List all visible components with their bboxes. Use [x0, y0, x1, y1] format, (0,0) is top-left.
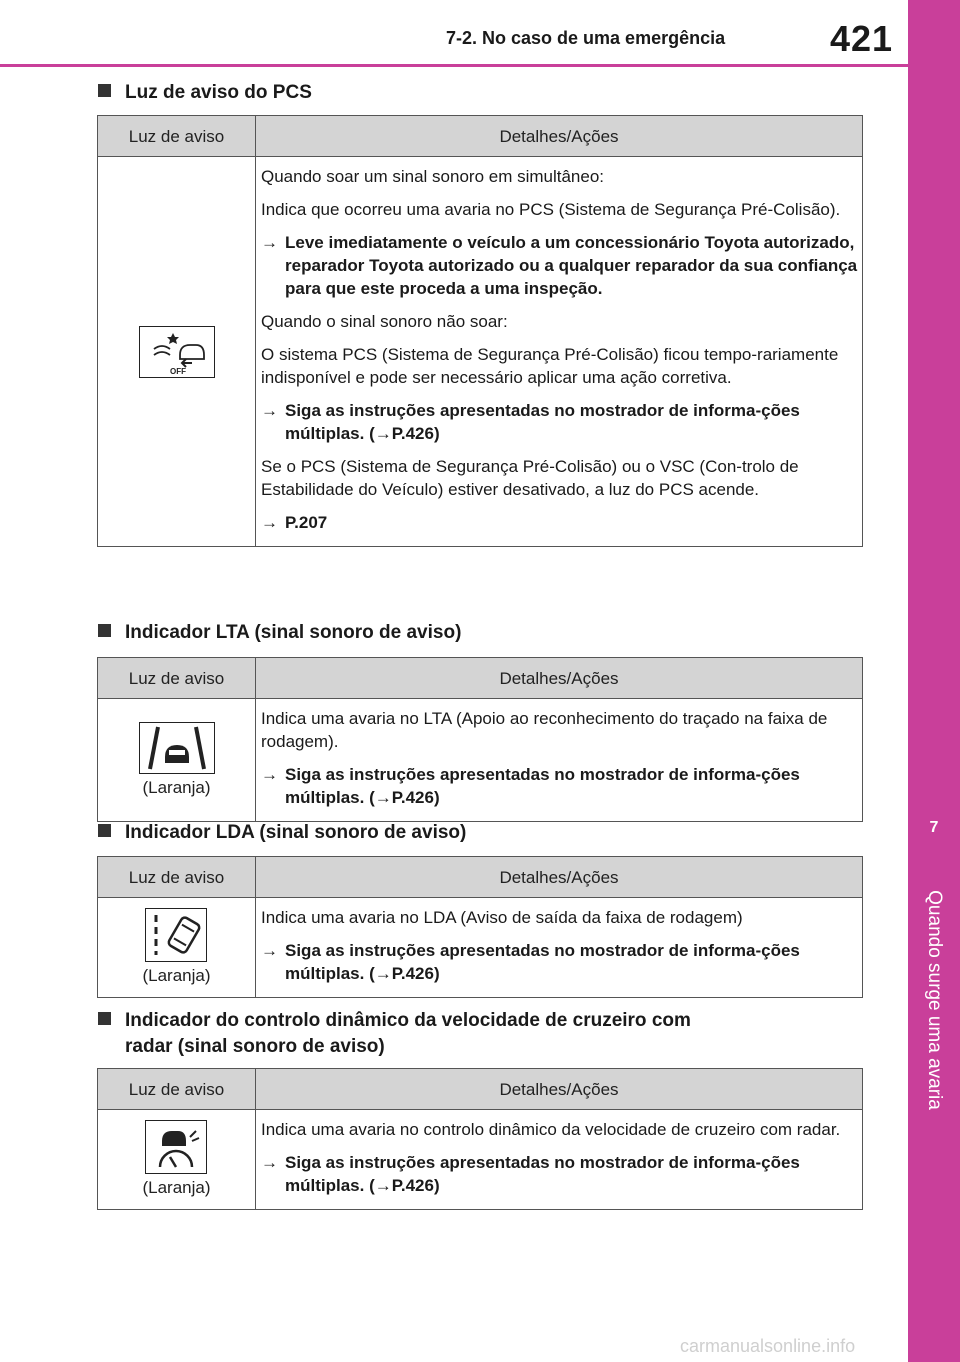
bullet-square-icon	[98, 1012, 111, 1025]
column-header-warning-light: Luz de aviso	[98, 1069, 256, 1110]
svg-text:OFF: OFF	[169, 366, 186, 376]
radar-cruise-icon	[145, 1120, 207, 1174]
arrow-icon: →	[261, 401, 278, 420]
pcs-warning-table	[97, 115, 863, 547]
lane-departure-icon	[145, 908, 207, 962]
warning-light-cell	[98, 699, 256, 822]
detail-text: Quando soar um sinal sonoro em simultâneo:	[261, 167, 605, 186]
detail-text: Indica uma avaria no LTA (Apoio ao reconhecimento do traçado na faixa de rodagem).	[261, 709, 828, 751]
lane-tracing-icon	[139, 722, 215, 774]
action-item: → Siga as instruções apresentadas no mostrador de informa-ções múltiplas. (→P.426)	[261, 765, 800, 807]
page-number: 421	[830, 18, 894, 59]
lta-details-cell	[256, 699, 863, 822]
warning-light-cell	[98, 898, 256, 998]
header-rule	[0, 64, 908, 67]
column-header-details: Detalhes/Ações	[256, 1069, 863, 1110]
section-heading-pcs: Luz de aviso do PCS	[98, 80, 312, 106]
lta-warning-table	[97, 657, 863, 822]
warning-light-cell	[98, 157, 256, 547]
watermark-footer: carmanualsonline.info	[680, 1336, 856, 1356]
action-item: → Siga as instruções apresentadas no mostrador de informa-ções múltiplas. (→P.426)	[261, 401, 800, 443]
pcs-off-icon	[139, 326, 215, 378]
column-header-warning-light: Luz de aviso	[98, 116, 256, 157]
color-label: (Laranja)	[142, 966, 211, 985]
action-item: → P.207	[261, 513, 328, 532]
section-heading-lda: Indicador LDA (sinal sonoro de aviso)	[98, 820, 466, 846]
column-header-details: Detalhes/Ações	[256, 857, 863, 898]
detail-text: Se o PCS (Sistema de Segurança Pré-Colisão) ou o VSC (Con-trolo de Estabilidade do Veículo) estiver desativado, a luz do PCS acende.	[261, 457, 799, 499]
arrow-icon: →	[261, 765, 278, 784]
detail-text: Indica que ocorreu uma avaria no PCS (Sistema de Segurança Pré-Colisão).	[261, 200, 841, 219]
arrow-icon: →	[261, 233, 278, 252]
chapter-number: 7	[929, 819, 939, 836]
radar-cruise-warning-table	[97, 1068, 863, 1210]
action-item: → Leve imediatamente o veículo a um concessionário Toyota autorizado, reparador Toyota autorizado ou a qualquer reparador da sua confiança para que este proceda a uma inspeção.	[261, 233, 858, 298]
column-header-details: Detalhes/Ações	[256, 116, 863, 157]
arrow-icon: →	[261, 513, 278, 532]
warning-light-cell	[98, 1110, 256, 1210]
detail-text: Indica uma avaria no controlo dinâmico da velocidade de cruzeiro com radar.	[261, 1120, 841, 1139]
color-label: (Laranja)	[142, 777, 211, 797]
section-heading-lta: Indicador LTA (sinal sonoro de aviso)	[98, 620, 461, 646]
detail-text: O sistema PCS (Sistema de Segurança Pré-Colisão) ficou tempo-rariamente indisponível e pode ser necessário aplicar uma ação corretiva.	[261, 345, 839, 387]
bullet-square-icon	[98, 624, 111, 637]
chapter-side-tab	[908, 0, 960, 1362]
column-header-details: Detalhes/Ações	[256, 658, 863, 699]
action-item: → Siga as instruções apresentadas no mostrador de informa-ções múltiplas. (→P.426)	[261, 941, 800, 983]
section-heading-continuation: radar (sinal sonoro de aviso)	[125, 1036, 385, 1057]
detail-text: Indica uma avaria no LDA (Aviso de saída da faixa de rodagem)	[261, 908, 743, 927]
bullet-square-icon	[98, 84, 111, 97]
detail-text: Quando o sinal sonoro não soar:	[261, 312, 508, 331]
action-item: → Siga as instruções apresentadas no mostrador de informa-ções múltiplas. (→P.426)	[261, 1153, 800, 1195]
column-header-warning-light: Luz de aviso	[98, 658, 256, 699]
arrow-icon: →	[261, 941, 278, 960]
radar-cruise-details-cell	[256, 1110, 863, 1210]
pcs-details-cell	[256, 157, 863, 547]
bullet-square-icon	[98, 824, 111, 837]
section-heading-radar-cruise: Indicador do controlo dinâmico da velocidade de cruzeiro com radar (sinal sonoro de aviso)	[98, 1008, 691, 1060]
color-label: (Laranja)	[142, 1178, 211, 1197]
lda-warning-table	[97, 856, 863, 998]
chapter-side-label: Quando surge uma avaria	[924, 890, 945, 1110]
lda-details-cell	[256, 898, 863, 998]
chapter-title: 7-2. No caso de uma emergência	[446, 28, 726, 48]
chapter-number-box	[908, 795, 960, 867]
arrow-icon: →	[261, 1153, 278, 1172]
column-header-warning-light: Luz de aviso	[98, 857, 256, 898]
